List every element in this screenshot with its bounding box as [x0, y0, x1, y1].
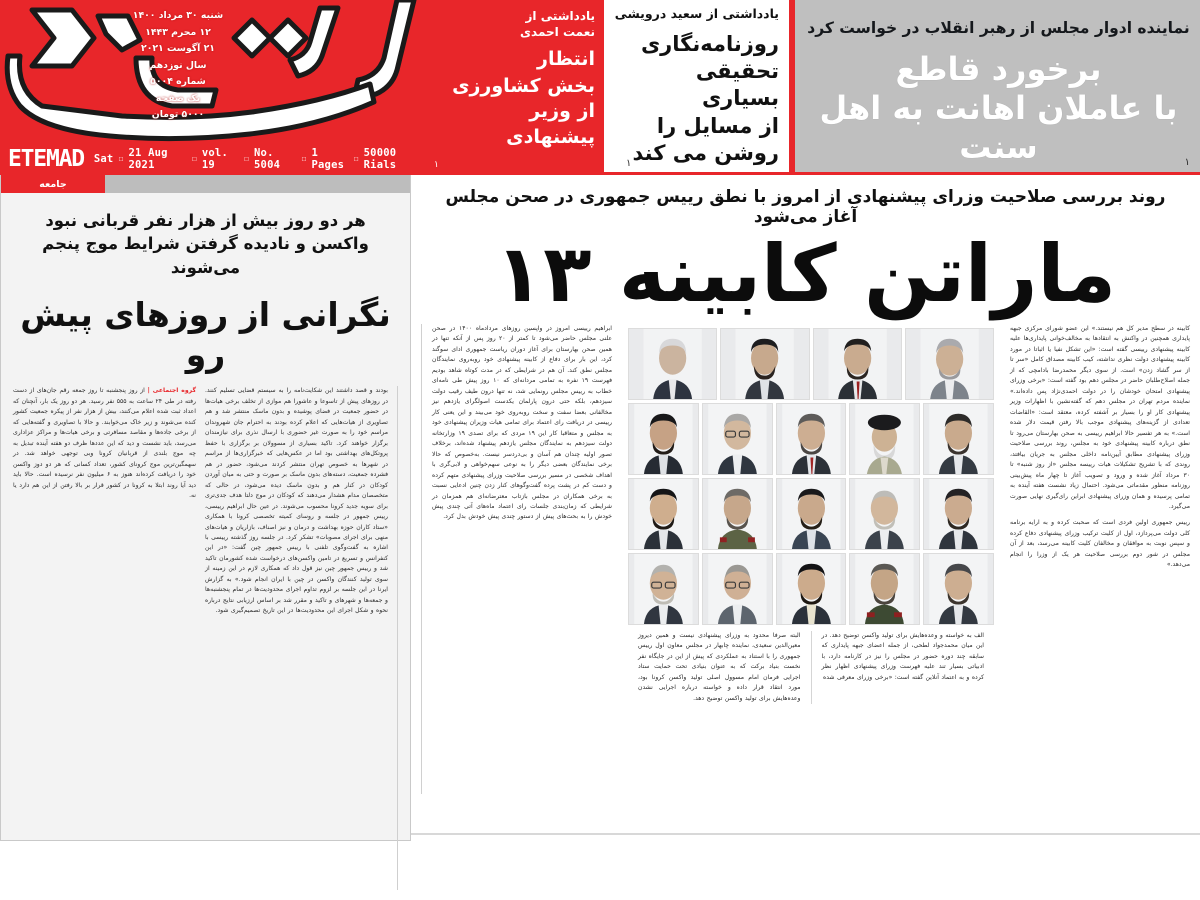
meta-pages: 1 Pages [311, 147, 345, 171]
note-byline-line2: نعمت احمدی [520, 25, 595, 40]
meta-price: 50000 Rials [363, 147, 397, 171]
minister-portrait[interactable] [776, 403, 847, 475]
minister-portrait-military[interactable] [849, 553, 920, 625]
minister-portrait[interactable] [702, 553, 773, 625]
minister-portrait[interactable] [628, 328, 717, 400]
note-title-line1: انتظار [537, 48, 595, 71]
story-bottom-left [811, 631, 985, 704]
lead-page-number: ۱ [1184, 157, 1190, 168]
latin-title: ETEMAD [8, 145, 84, 172]
photo-grid [628, 328, 994, 625]
society-kicker: هر دو روز بیش از هزار نفر قربانی نبود واکسن و نادیده گرفتن شرایط موج پنجم می‌شوند [42, 211, 369, 277]
minister-portrait-military[interactable] [702, 478, 773, 550]
meta-date: 21 Aug 2021 [128, 147, 168, 171]
photo-row [628, 328, 994, 400]
minister-portrait[interactable] [628, 553, 699, 625]
society-columns [1, 384, 410, 900]
meta-number: No. 5004 [254, 147, 281, 171]
note-journalism[interactable] [604, 0, 789, 172]
minister-portrait[interactable] [628, 478, 699, 550]
separator-icon: ☐ [118, 154, 124, 163]
photo-row [628, 478, 994, 550]
society-body-right [13, 386, 196, 501]
minister-portrait-cleric[interactable] [849, 403, 920, 475]
cabinet-photo-grid [622, 324, 1000, 794]
top-band [0, 0, 1200, 172]
separator-icon: ☐ [301, 154, 307, 163]
issue-line-2: ۲۱ آگوست ۲۰۲۱ [141, 43, 215, 55]
note-byline: یادداشتی از سعید درویشی [614, 6, 779, 21]
issue-line-4: شماره ۵۰۰۴ [150, 76, 206, 88]
society-byline: گروه اجتماعی | [147, 387, 196, 395]
separator-icon: ☐ [353, 154, 359, 163]
separator-icon: ☐ [244, 154, 250, 163]
minister-portrait[interactable] [628, 403, 699, 475]
society-panel [0, 175, 411, 841]
note-page-number: ۱ [434, 160, 439, 170]
story-text-left: کابینه در سطح مدیر کل هم نیستند.» این عضو شورای مرکزی جبهه پایداری همچنین در واکنش به انتقادها به مخالف‌خوانی پایداری‌ها علیه کابینه پیشنهادی رییسی گفته است: «این تشکل نفیا یا اثباتا در مورد کابینه پیشنهادی دولت نظری نداشته، کیب کابینه مصداق کامل «سر تا از سر گشاد زدن» است. از سوی دیگر محمدرضا بادامچی که از جمله اصلاح‌طلبان حاضر در مجلس دهم بود گفته است: «برخی وزرای پیشنهادی امتحان خودشان را در دولت احمدی‌نژاد پس داده‌اند.» نماینده مردم تهران در مجلس دهم که گفته‌نشین با اظهارات وزیر پیشنهادی کار او را بسیار بر آشفته کرده، معتقد است: «القاضات تعدادی از گزینه‌های پیشنهادی موجب بالا رفتن قیمت دلار شده است.» به هر تفسیر حالا ابراهیم رییسی به صحن بهارستان می‌رود تا نطق درباره کابینه پیشنهادی خود به مجلس، روند بررسی صلاحیت وزرای پیشنهادی مطابق آیین‌نامه داخلی مجلس به جریان بیافتد، روندی که با تشریح تشکیلات هیات رییسه مجلس «از روز شنبه» تا ۳۰ مرداد آغاز شده و ورود و تصویب آغاز تا چهار ماه پیش‌بینی روزنامه منظور مقدماتی می‌شود. احتمال زیاد نشست هفته آینده به تمامی پرسیده و همان وزرای پیشنهادی ابراین رای‌گیری نهایی صورت می‌گیرد. [1010, 325, 1190, 510]
society-tag-bar [1, 175, 410, 193]
story-text-left-cont: رییس جمهوری اولین فردی است که صحبت کرده و به ارایه برنامه کلی دولت می‌پردازد، اول از کلیت ترکیب وزرای پیشنهادی دفاع کرده و سپس نوبت به موافقان و مخالفان کلیت کابینه می‌رسد، بعد از آن مجلس در شور دوم بررسی صلاحیت هر یک از وزرا را انجام می‌دهد.» [1010, 519, 1190, 569]
society-column-right [13, 386, 196, 890]
masthead-footer-strip [0, 146, 428, 172]
separator-icon: ☐ [191, 154, 197, 163]
minister-portrait[interactable] [702, 403, 773, 475]
masthead-meta [94, 147, 422, 171]
photo-row [628, 553, 994, 625]
note-agriculture[interactable] [428, 0, 604, 172]
page-bottom-rule [411, 833, 1200, 835]
note-byline-line1: یادداشتی از [525, 9, 595, 23]
story-text-right: ابراهیم رییسی امروز در واپسین روزهای مردادماه ۱۴۰۰ در صحن علنی مجلس حاضر می‌شود تا کمتر از ۲۰ روز پس از آنکه تنها در همین صحن بهارستان برای آغاز دوران ریاست جمهوری ادای سوگند کرد، این بار برای دفاع از کابینه پیشنهادی خود روبه‌روی نمایندگان مجلس نطق کند. آن هم در شرایطی که در مدت کوتاه شاهد بودیم فهرست ۱۹ نفره به تمامی مردانه‌ای که ۱۰ روز پیش طی نامه‌ای خطاب به رییس مجلس رونمایی شد، نه تنها درون طیف رقیب دولت سیزدهم، بلکه حتی درون پارلمان یکدست اصولگرای یازدهم نیز مخالفانی بعضا سفت و سخت روبه‌روی خود می‌بیند و این یعنی کار رییسی در دریافت رای اعتماد برای تمامی هیات وزیران پیشنهادی خود به مجلس و متعاقبا کار این ۱۹ مردی که برای تصدی ۱۹ وزارتخانه دولت سیزدهم به نمایندگان مجلس یازدهم پیشنهاد شده‌اند، برخلاف تصور اولیه چندان هم آسان و بی‌دردسر نیست. به‌خصوص که حالا برخی نمایندگان بعضی دیگر را به نوعی سهم‌خواهی و لابی‌گری با اهداف شخصی در مسیر بررسی صلاحیت وزرای پیشنهادی متهم کرده و دست کم در پشت پرده گفت‌وگوهای کنار زدن چنین ادعایی نسبت به برخی همکاران در مجلس بازتاب معترضانه‌ای هم همزمان در شرایطی که زمان‌بندی جلسات رای اعتماد ماه‌های آتی چندی پیش خودش را به بحث‌های پیش از دستور چندی پیش خودش بدل کرد. [432, 325, 612, 521]
issue-line-6: ۵۰۰۰ تومان [151, 109, 205, 121]
note-title-line2: بخش کشاورزی از وزیر پیشنهادی [452, 75, 595, 148]
story-bottom-columns [628, 625, 994, 714]
note-page-number: ۱ [626, 158, 632, 169]
minister-portrait[interactable] [776, 478, 847, 550]
lead-headline: برخورد قاطع با عاملان اهانت به اهل سنت [819, 50, 1178, 167]
society-body-left: بودند و قصد داشتند این شکایت‌نامه را به سیستم قضایی تسلیم کنند. در روزهای پیش از تاسوعا و عاشورا هم موازی از تخلف برخی هیات‌ها در حضور جمعیت در فضای پوشیده و بدون ماسک منتشر شد و هم تصاویری از هیات‌هایی که اعلام کرده بودند به احترام جان شهروندان مراسم خود را به صورت غیر حضوری با ارسال نذری برای نیازمندان برگزار خواهند کرد. تاکید بسیاری از مسوولان بر برگزاری با حفظ پروتکل‌های بهداشتی بود اما در عکس‌هایی که خبرگزاری‌ها از مراسم در شهرها به خصوص تهران منتشر کردند می‌شود، حضور در هم فشرده جمعیت، دسته‌های بدون ماسک بر صورت و حتی به میان آوردن کودکان در کنار هم و بدون ماسک دیده می‌شود، در حالی که متخصصان مدام هشدار می‌دهند که کودکان در موج دلتا هدف جدی‌تری برای سویه جدید کرونا محسوب می‌شوند. در عین حال ابراهیم رییسی، رییس جمهور در جلسه و روسای کمیته تخصصی کرونا با همکاری «ستاد کاران حوزه بهداشت و درمان و نیز اصناف، بازاریان و هیات‌های منهی برای اجرای مصوبات» تشکر کرد. در جلسه روز گذشته رییسی با اشاره به گفت‌وگوی تلفنی با رییس جمهور چین گفت: «در این کنفرانس و تسریع در تامین واکسن‌های درخواست شده کشورمان تاکید شد و رییس جمهور چین نیز قول داد که همکاری لازم در این زمینه از سوی تولید کنندگان واکسن در چین با ایران انجام شود.» به گزارش ایرنا در این جلسه بر لزوم تداوم اجرای محدودیت‌ها در تمام پنجشنبه‌ها و جمعه‌ها و شهرهای و تاکید و مقرر شد بر اساس ارزیابی نتایج درباره نحوه و شکل اجرای این محدودیت‌ها در این تاریخ تصمیم‌گیری شود. [205, 387, 388, 615]
issue-line-5: یک صفحه [155, 92, 201, 104]
minister-portrait[interactable] [849, 478, 920, 550]
issue-line-3: سال نوزدهم [149, 59, 207, 71]
story-bottom-right [638, 631, 801, 704]
main-area [0, 175, 1200, 841]
meta-day: Sat [93, 153, 114, 165]
issue-info [124, 8, 232, 124]
story-column-left [1010, 324, 1190, 794]
lead-story-sunni[interactable] [789, 0, 1200, 172]
story-bottom-text-left: الف به خواسته و وعده‌هایش برای تولید واکسن توضیح دهد. در این میان محمدجواد لطحی، از جمله اعضای جبهه پایداری که سابقه چند دوره حضور در مجلس را نیز در کارنامه دارد، با ادبیاتی بسیار تند علیه فهرست وزرای پیشنهادی اظهار نظر کرده و به اعتماد آنلاین گفته است: «برخی وزرای معرفی شده [821, 632, 984, 681]
meta-volume: vol. 19 [201, 147, 228, 171]
minister-portrait[interactable] [923, 553, 994, 625]
minister-portrait[interactable] [905, 328, 994, 400]
minister-portrait[interactable] [720, 328, 809, 400]
photo-row [628, 403, 994, 475]
story-bottom-text-right: البته صرفا محدود به وزرای پیشنهادی نیست و همین دیروز معین‌الدین سعیدی، نماینده چابهار در مجلس معاون اول رییس جمهوری را با استناد به عملکردی که پیش از این در جایگاه نفر نخست بنیاد برکت که به عنوان بنیادی تحت حمایت ستاد اجرایی فرمان امام مسوول اصلی تولید واکسن کرونا بود، مورد انتقاد قرار داده و خواسته درباره اجرایی نشدن وعده‌هایش برای تولید واکسن توضیح دهد. [638, 632, 801, 702]
masthead [0, 0, 428, 172]
main-kicker: روند بررسی صلاحیت وزرای پیشنهادی از امروز با نطق رییس جمهوری در صحن مجلس آغاز می‌شود [445, 187, 1166, 227]
section-tag-society[interactable]: جامعه [1, 175, 105, 193]
minister-portrait[interactable] [923, 403, 994, 475]
main-story-columns [411, 324, 1200, 802]
main-headline[interactable]: ماراتن کابینه ۱۳ [494, 228, 1116, 320]
issue-line-0: شنبه ۳۰ مرداد ۱۴۰۰ [132, 10, 224, 21]
society-headline[interactable]: نگرانی از روزهای پیش رو [20, 295, 391, 374]
note-title: روزنامه‌نگاری تحقیقی بسیاری از مسایل را روشن می کند [632, 31, 779, 165]
main-story [411, 175, 1200, 841]
tag-filler [105, 175, 410, 193]
minister-portrait[interactable] [923, 478, 994, 550]
society-column-left [205, 386, 398, 890]
issue-line-1: ۱۲ محرم ۱۴۴۳ [145, 26, 211, 38]
story-column-right [421, 324, 612, 794]
minister-portrait[interactable] [776, 553, 847, 625]
minister-portrait[interactable] [813, 328, 902, 400]
society-text-right: از روز پنجشنبه تا روز جمعه رقم جان‌های از دست رفته در طی ۲۴ ساعت به ۵۵۵ نفر رسید. هر دو روز یک بار، آنچنان که اعداد ثبت شده اعلام می‌کنند، بیش از هزار نفر از پیکره جمعیت کشور کنده می‌شوند و زیر خاک می‌خوابند. و حالا با تصاویری و گفته‌هایی که از برخی جاده‌ها و مقاصد مسافرتی و برخی هیات‌ها و مراکز عزاداری می‌رسد، باید نشست و دید که این عددها ظرف دو هفته آینده تبدیل به چه موج بلندی از قربانیان کرونا وبی توجهی خواهد شد. در سهمگین‌ترین موج کرونای کشور، تعداد کسانی که هر دو دوز واکسن خود را دریافت کرده‌اند هنوز به ۶ میلیون نفر نرسیده است. حالا باید دید آیا روند ابتلا به کرونا در کشور قرار بر بالا رفتن از این هم دارد یا نه. [13, 387, 196, 500]
lead-kicker: نماینده ادوار مجلس از رهبر انقلاب در خواست کرد [807, 19, 1190, 37]
